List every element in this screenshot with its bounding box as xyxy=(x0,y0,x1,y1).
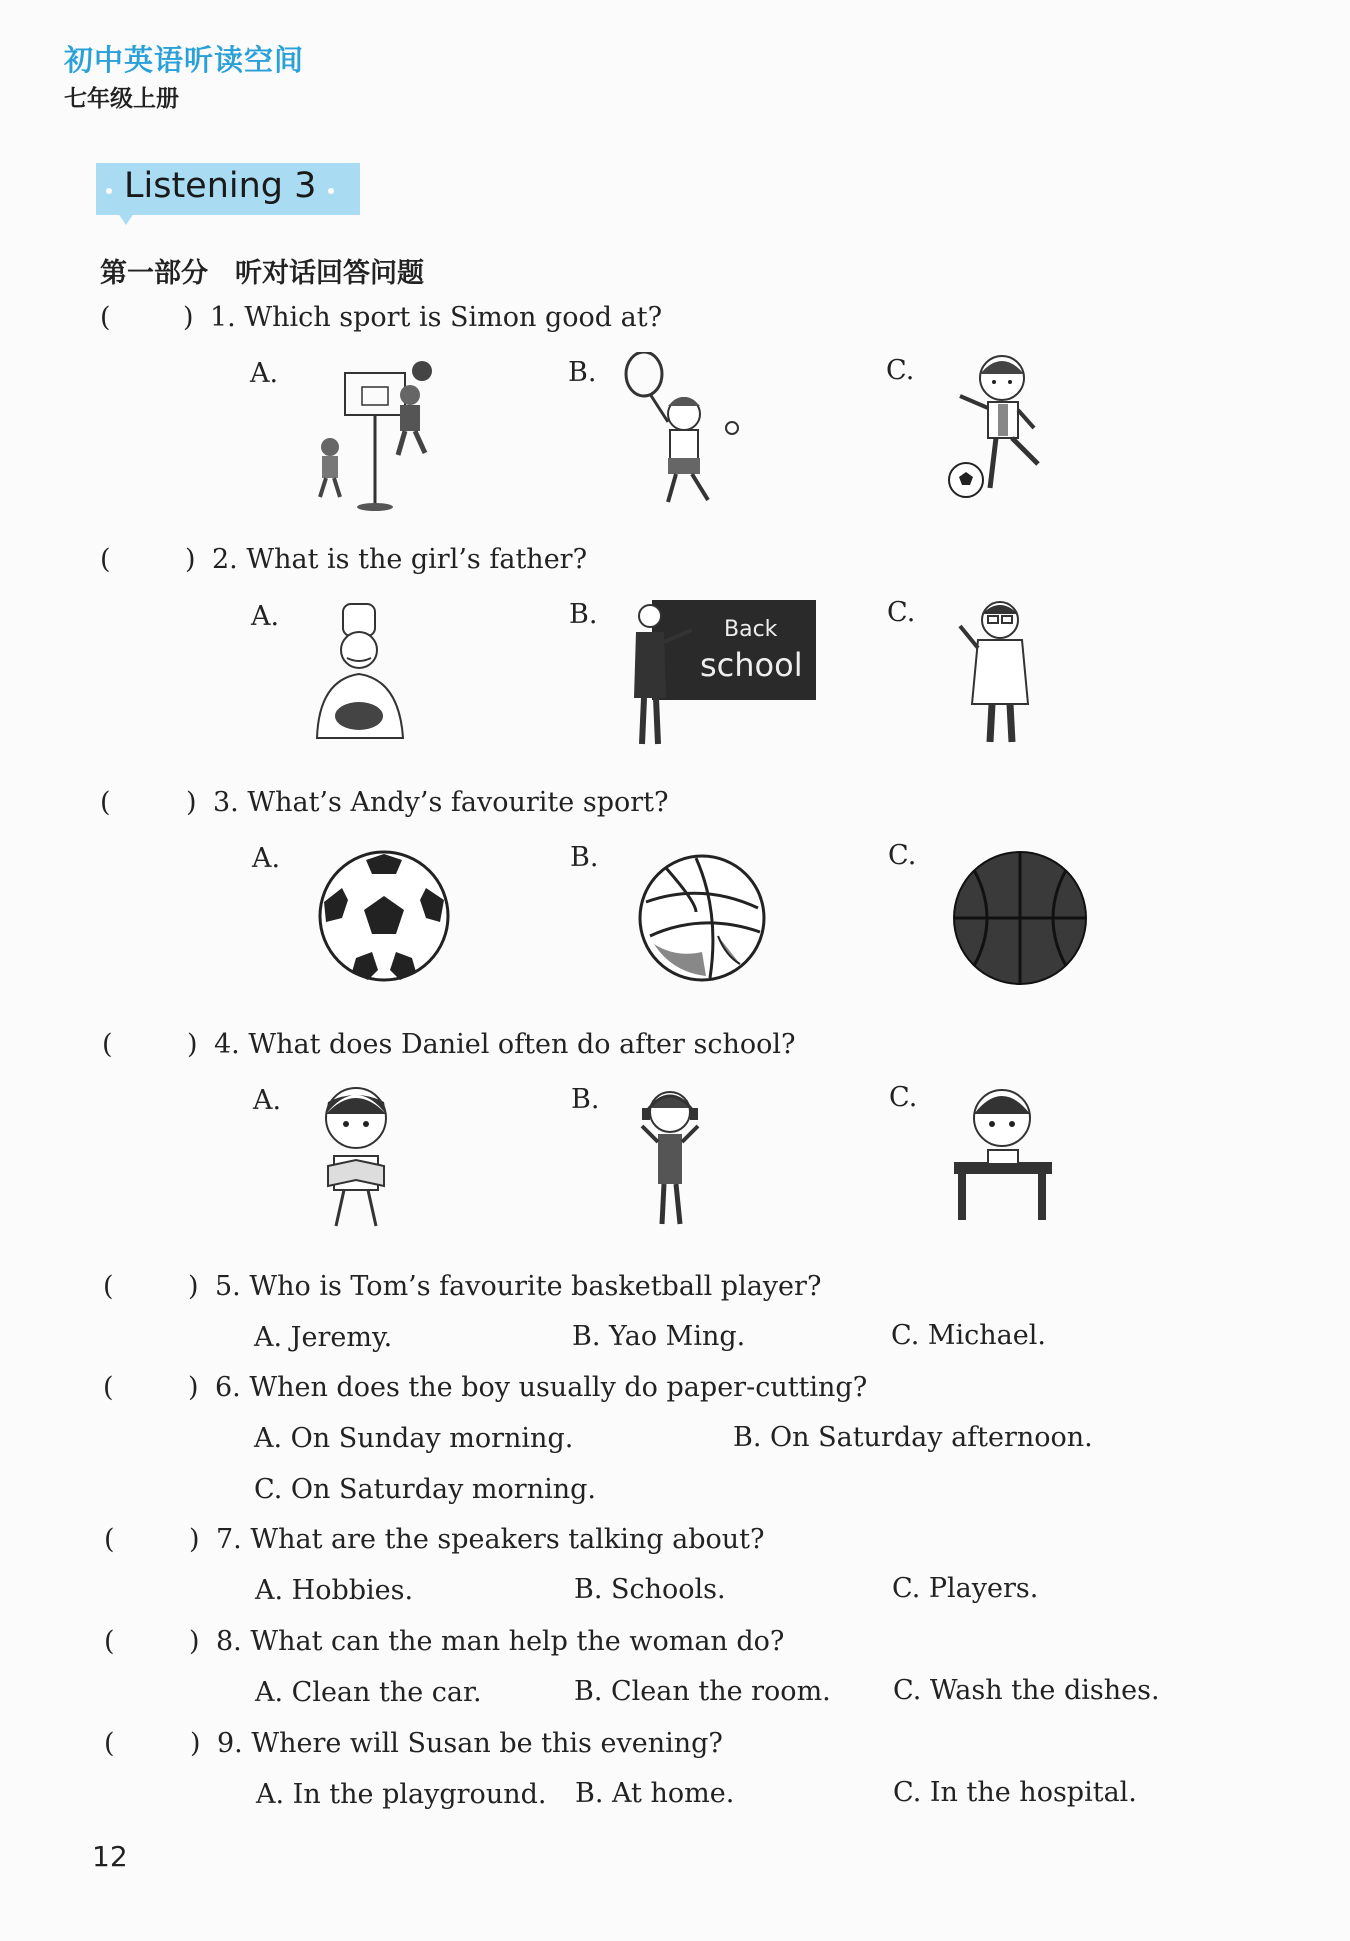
answer-paren-close: ) xyxy=(189,1524,200,1555)
answer-paren-close: ) xyxy=(185,544,196,575)
page-number: 12 xyxy=(92,1840,128,1873)
q1-option-b-label: B. xyxy=(568,357,597,388)
boy-studying-at-desk-image xyxy=(948,1078,1068,1228)
book-title: 初中英语听读空间 xyxy=(64,43,305,77)
q3-option-c-label: C. xyxy=(888,840,917,871)
answer-paren-open: ( xyxy=(103,1271,114,1302)
tennis-player-image xyxy=(620,352,750,512)
q4-option-c-label: C. xyxy=(889,1082,918,1113)
question-5: 5. Who is Tom’s favourite basketball player? xyxy=(215,1271,822,1302)
q4-option-b-label: B. xyxy=(571,1084,600,1115)
q7-option-a: A. Hobbies. xyxy=(255,1575,414,1606)
girl-listening-music-image xyxy=(628,1082,712,1232)
q6-option-b: B. On Saturday afternoon. xyxy=(733,1422,1093,1453)
banner-dot-right xyxy=(328,188,334,194)
question-9: 9. Where will Susan be this evening? xyxy=(217,1728,723,1759)
banner-dot-left xyxy=(106,188,112,194)
answer-paren-close: ) xyxy=(183,302,194,333)
teacher-blackboard-image xyxy=(626,598,818,748)
answer-paren-open: ( xyxy=(100,544,111,575)
volleyball-image xyxy=(636,852,768,984)
q8-option-a: A. Clean the car. xyxy=(255,1677,482,1708)
soccer-ball-image xyxy=(316,848,452,984)
q1-option-a-label: A. xyxy=(250,358,279,389)
answer-paren-open: ( xyxy=(102,1029,113,1060)
q8-option-c: C. Wash the dishes. xyxy=(893,1675,1160,1706)
question-7: 7. What are the speakers talking about? xyxy=(216,1524,765,1555)
boy-reading-image xyxy=(306,1080,406,1232)
answer-paren-open: ( xyxy=(103,1372,114,1403)
q9-option-c: C. In the hospital. xyxy=(893,1777,1137,1808)
banner-label: Listening 3 xyxy=(124,166,317,206)
q5-option-b: B. Yao Ming. xyxy=(572,1321,746,1352)
answer-paren-close: ) xyxy=(186,787,197,818)
q5-option-a: A. Jeremy. xyxy=(254,1322,393,1353)
basketball-image xyxy=(950,848,1090,988)
question-4: 4. What does Daniel often do after school? xyxy=(214,1029,796,1060)
question-6: 6. When does the boy usually do paper-cutting? xyxy=(215,1372,868,1403)
doctor-image xyxy=(942,592,1052,748)
basketball-players-image xyxy=(300,355,450,515)
board-text-1: Back xyxy=(724,617,778,642)
q1-option-c-label: C. xyxy=(886,355,915,386)
q2-option-a-label: A. xyxy=(251,601,280,632)
question-8: 8. What can the man help the woman do? xyxy=(216,1626,785,1657)
soccer-player-image xyxy=(946,348,1066,508)
answer-paren-close: ) xyxy=(188,1372,199,1403)
answer-paren-close: ) xyxy=(187,1029,198,1060)
book-subtitle: 七年级上册 xyxy=(64,85,179,112)
q4-option-a-label: A. xyxy=(253,1085,282,1116)
q5-option-c: C. Michael. xyxy=(891,1320,1046,1351)
answer-paren-open: ( xyxy=(104,1524,115,1555)
question-3: 3. What’s Andy’s favourite sport? xyxy=(213,787,669,818)
chef-image xyxy=(305,598,415,748)
answer-paren-close: ) xyxy=(188,1271,199,1302)
question-1: 1. Which sport is Simon good at? xyxy=(210,302,663,333)
answer-paren-close: ) xyxy=(190,1728,201,1759)
q2-option-b-label: B. xyxy=(569,599,598,630)
q3-option-a-label: A. xyxy=(252,843,281,874)
q6-option-a: A. On Sunday morning. xyxy=(254,1423,574,1454)
answer-paren-open: ( xyxy=(100,302,111,333)
q6-option-c: C. On Saturday morning. xyxy=(254,1474,596,1505)
answer-paren-open: ( xyxy=(100,787,111,818)
board-text-2: school xyxy=(700,646,803,684)
q8-option-b: B. Clean the room. xyxy=(574,1676,831,1707)
q2-option-c-label: C. xyxy=(887,597,916,628)
q3-option-b-label: B. xyxy=(570,842,599,873)
q9-option-a: A. In the playground. xyxy=(256,1779,547,1810)
q7-option-c: C. Players. xyxy=(892,1573,1039,1604)
answer-paren-close: ) xyxy=(189,1626,200,1657)
section-title: 第一部分 听对话回答问题 xyxy=(100,258,424,289)
q7-option-b: B. Schools. xyxy=(574,1574,726,1605)
question-2: 2. What is the girl’s father? xyxy=(212,544,588,575)
answer-paren-open: ( xyxy=(104,1626,115,1657)
banner-tail xyxy=(118,213,134,225)
answer-paren-open: ( xyxy=(104,1728,115,1759)
q9-option-b: B. At home. xyxy=(575,1778,735,1809)
